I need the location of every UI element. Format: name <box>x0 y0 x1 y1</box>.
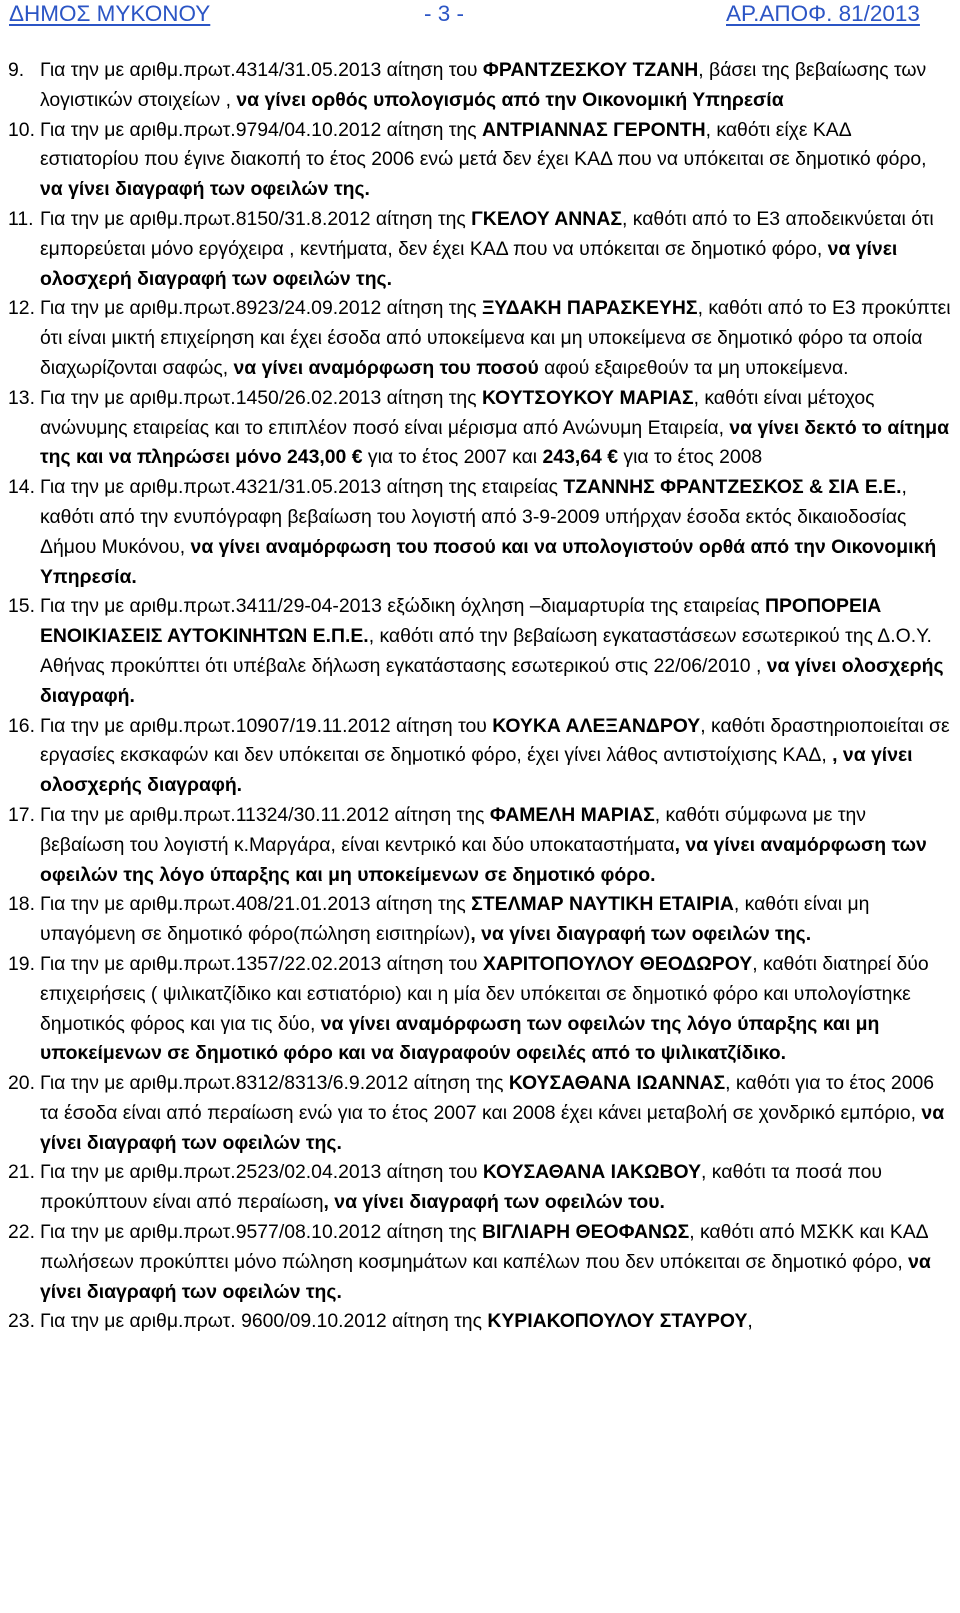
text-segment: Για την με αριθμ.πρωτ.3411/29-04-2013 εξώδικη όχληση –διαμαρτυρία της εταιρείας <box>40 595 765 618</box>
list-item <box>8 890 953 950</box>
bold-text-segment: ΚΥΡΙΑΚΟΠΟΥΛΟΥ ΣΤΑΥΡΟΥ <box>487 1310 748 1333</box>
list-item <box>8 950 953 1069</box>
bold-text-segment: ΠΡΟΠΟΡΕΙΑ ΕΝΟΙΚΙΑΣΕΙΣ ΑΥΤΟΚΙΝΗΤΩΝ Ε.Π.Ε. <box>40 595 882 648</box>
item-text <box>40 56 953 116</box>
bold-text-segment: να γίνει ολοσχερής διαγραφή. <box>40 654 944 707</box>
text-segment: Για την με αριθμ.πρωτ.408/21.01.2013 αίτηση της <box>40 893 472 916</box>
text-segment: , καθότι είναι μέτοχος ανώνυμης εταιρείας και το επιπλέον ποσό είναι μέρισμα από Ανώνυμη Εταιρεία, <box>40 386 875 439</box>
text-segment: , καθότι είναι μη υπαγόμενη σε δημοτικό φόρο(πώληση εισιτηρίων) <box>40 893 870 946</box>
item-text <box>40 116 953 205</box>
text-segment: , καθότι σύμφωνα με την βεβαίωση του λογιστή κ.Μαργάρα, είναι κεντρικό και δύο υποκαταστήματα <box>40 803 866 856</box>
item-text <box>40 384 953 473</box>
bold-text-segment: 243,64 € <box>542 446 618 469</box>
text-segment: , καθότι από το Ε3 προκύπτει ότι είναι μικτή επιχείρηση και έχει έσοδα από υποκείμενα και μη υποκείμενα σε δημοτικό φόρο τα οποία διαχωρίζονται σαφώς, <box>40 297 951 379</box>
text-segment: Για την με αριθμ.πρωτ.11324/30.11.2012 αίτηση της <box>40 803 490 826</box>
list-item <box>8 801 953 890</box>
text-segment: για το έτος 2007 και <box>362 446 543 469</box>
item-text <box>40 1158 953 1218</box>
text-segment: Για την με αριθμ.πρωτ.4314/31.05.2013 αίτηση του <box>40 59 483 81</box>
text-segment: , καθότι τα ποσά που προκύπτουν είναι από περαίωση <box>40 1161 883 1214</box>
list-item <box>8 1069 953 1158</box>
text-segment: , καθότι από ΜΣΚΚ και ΚΑΔ πωλήσεων προκύπτει μόνο πώληση κοσμημάτων και καπέλων που δεν υπόκειται σε δημοτικό φόρο, <box>40 1221 928 1273</box>
list-item <box>8 384 953 473</box>
item-text <box>40 712 953 801</box>
bold-text-segment: να γίνει διαγραφή των οφειλών της. <box>40 1250 931 1303</box>
text-segment: , καθότι από την βεβαίωση εγκαταστάσεων εσωτερικού της Δ.Ο.Υ. Αθήνας προκύπτει ότι υπέβαλε δήλωση εγκατάστασης εσωτερικού στις 22/06/2010 , <box>40 625 932 677</box>
list-item <box>8 1307 953 1337</box>
bold-text-segment: ΤΖΑΝΝΗΣ ΦΡΑΝΤΖΕΣΚΟΣ & ΣΙΑ Ε.Ε. <box>563 476 902 499</box>
text-segment: , <box>747 1310 753 1333</box>
bold-text-segment: να γίνει δεκτό το αίτημα της και να πληρώσει μόνο 243,00 € <box>40 416 949 469</box>
item-number: 13. <box>8 386 35 409</box>
bold-text-segment: να γίνει ορθός υπολογισμός από την Οικονομική Υπηρεσία <box>236 88 784 111</box>
item-number: 19. <box>8 952 35 975</box>
text-segment: Για την με αριθμ.πρωτ.9577/08.10.2012 αίτηση της <box>40 1221 482 1244</box>
item-text <box>40 1218 953 1307</box>
bold-text-segment: , να γίνει αναμόρφωση των οφειλών της λόγο ύπαρξης και μη υποκείμενων σε δημοτικό φόρο. <box>40 833 927 886</box>
item-number: 10. <box>8 118 35 141</box>
list-item <box>8 294 953 383</box>
bold-text-segment: , να γίνει διαγραφή των οφειλών της. <box>470 923 812 946</box>
item-number: 23. <box>8 1310 35 1333</box>
text-segment: Για την με αριθμ.πρωτ.8150/31.8.2012 αίτηση της <box>40 207 472 230</box>
page-number: - 3 - <box>424 1 465 26</box>
bold-text-segment: ΧΑΡΙΤΟΠΟΥΛΟΥ ΘΕΟΔΩΡΟΥ <box>482 952 753 975</box>
bold-text-segment: να γίνει αναμόρφωση του ποσού και να υπολογιστούν ορθά από την Οικονομική Υπηρεσία. <box>40 535 937 588</box>
decision-number: ΑΡ.ΑΠΟΦ. 81/2013 <box>726 1 920 26</box>
bold-text-segment: να γίνει αναμόρφωση των οφειλών της λόγο ύπαρξης και μη υποκείμενων σε δημοτικό φόρο και να διαγραφούν οφειλές από το ψιλικατζίδικο. <box>40 1012 880 1065</box>
item-text <box>40 1307 953 1337</box>
bold-text-segment: να γίνει ολοσχερή διαγραφή των οφειλών της. <box>40 237 898 290</box>
bold-text-segment: ΦΑΜΕΛΗ ΜΑΡΙΑΣ <box>489 803 655 826</box>
text-segment: αφού εξαιρεθούν τα μη υποκείμενα. <box>538 356 849 379</box>
item-text <box>40 592 953 711</box>
item-number: 11. <box>8 207 34 230</box>
item-text <box>40 950 953 1069</box>
text-segment: Για την με αριθμ.πρωτ.8312/8313/6.9.2012 αίτηση της <box>40 1072 509 1095</box>
item-text <box>40 801 953 890</box>
item-number: 18. <box>8 893 35 916</box>
item-number: 21. <box>8 1161 35 1184</box>
item-number: 15. <box>8 595 35 618</box>
list-item <box>8 712 953 801</box>
text-segment: , καθότι από το Ε3 αποδεικνύεται ότι εμπορεύεται μόνο εργόχειρα , κεντήματα, δεν έχει ΚΑΔ που να υπόκειται σε δημοτικό φόρο, <box>40 207 934 260</box>
bold-text-segment: να γίνει διαγραφή των οφειλών της. <box>40 1101 945 1154</box>
municipality-name: ΔΗΜΟΣ ΜΥΚΟΝΟΥ <box>9 1 211 26</box>
bold-text-segment: ΣΤΕΛΜΑΡ ΝΑΥΤΙΚΗ ΕΤΑΙΡΙΑ <box>471 893 734 916</box>
item-text <box>40 890 953 950</box>
item-text <box>40 205 953 294</box>
list-item <box>8 1218 953 1307</box>
text-segment: Για την με αριθμ.πρωτ.4321/31.05.2013 αίτηση της εταιρείας <box>40 476 564 499</box>
bold-text-segment: , να γίνει διαγραφή των οφειλών του. <box>323 1191 665 1214</box>
text-segment: , καθότι από την ενυπόγραφη βεβαίωση του λογιστή από 3-9-2009 υπήρχαν έσοδα εκτός δικαιοδοσίας Δήμου Μυκόνου, <box>40 476 907 558</box>
list-item <box>8 56 953 116</box>
text-segment: , καθότι είχε ΚΑΔ εστιατορίου που έγινε διακοπή το έτος 2006 ενώ μετά δεν έχει ΚΑΔ που να υπόκειται σε δημοτικό φόρο, <box>40 118 927 171</box>
bold-text-segment: ΑΝΤΡΙΑΝΝΑΣ ΓΕΡΟΝΤΗ <box>481 118 706 141</box>
item-text <box>40 294 953 383</box>
item-number: 20. <box>8 1072 35 1095</box>
list-item <box>8 473 953 592</box>
item-text <box>40 1069 953 1158</box>
item-number: 22. <box>8 1221 35 1244</box>
list-item <box>8 1158 953 1218</box>
bold-text-segment: ΚΟΥΣΑΘΑΝΑ ΙΩΑΝΝΑΣ <box>508 1072 726 1095</box>
bold-text-segment: , να γίνει ολοσχερής διαγραφή. <box>40 744 913 797</box>
text-segment: Για την με αριθμ.πρωτ.10907/19.11.2012 αίτηση του <box>40 714 493 737</box>
bold-text-segment: να γίνει διαγραφή των οφειλών της. <box>40 178 370 201</box>
text-segment: για το έτος 2008 <box>617 446 763 469</box>
text-segment: , καθότι διατηρεί δύο επιχειρήσεις ( ψιλικατζίδικο και εστιατόριο) και η μία δεν υπόκειται σε δημοτικό φόρο και υπολογίστηκε δημοτικός φόρος και για τις δύο, <box>40 952 929 1035</box>
text-segment: Για την με αριθμ.πρωτ. 9600/09.10.2012 αίτηση της <box>40 1310 488 1333</box>
text-segment: Για την με αριθμ.πρωτ.2523/02.04.2013 αίτηση του <box>40 1161 483 1184</box>
item-text <box>40 473 953 592</box>
bold-text-segment: ΞΥΔΑΚΗ ΠΑΡΑΣΚΕΥΗΣ <box>481 297 698 320</box>
bold-text-segment: να γίνει αναμόρφωση του ποσού <box>233 356 539 379</box>
bold-text-segment: ΦΡΑΝΤΖΕΣΚΟΥ ΤΖΑΝΗ <box>482 59 699 81</box>
text-segment: , καθότι για το έτος 2006 τα έσοδα είναι από περαίωση ενώ για το έτος 2007 και 2008 έχει κάνει μεταβολή σε χονδρικό εμπόριο, <box>40 1072 935 1124</box>
page-header <box>0 0 960 30</box>
text-segment: , βάσει της βεβαίωσης των λογιστικών στοιχείων , <box>40 59 927 111</box>
bold-text-segment: ΚΟΥΚΑ ΑΛΕΞΑΝΔΡΟΥ <box>492 714 701 737</box>
text-segment: Για την με αριθμ.πρωτ.9794/04.10.2012 αίτηση της <box>40 118 482 141</box>
bold-text-segment: ΚΟΥΤΣΟΥΚΟΥ ΜΑΡΙΑΣ <box>481 386 694 409</box>
list-item <box>8 592 953 711</box>
text-segment: Για την με αριθμ.πρωτ.1357/22.02.2013 αίτηση του <box>40 952 483 975</box>
bold-text-segment: ΒΙΓΛΙΑΡΗ ΘΕΟΦΑΝΩΣ <box>481 1221 690 1244</box>
list-item <box>8 116 953 205</box>
text-segment: , καθότι δραστηριοποιείται σε εργασίες εκσκαφών και δεν υπόκειται σε δημοτικό φόρο, έχει γίνει λάθος αντιστοίχισης ΚΑΔ, <box>40 714 950 767</box>
text-segment: Για την με αριθμ.πρωτ.8923/24.09.2012 αίτηση της <box>40 297 482 320</box>
item-number: 9. <box>8 59 25 81</box>
item-number: 14. <box>8 476 35 499</box>
list-item <box>8 205 953 294</box>
bold-text-segment: ΓΚΕΛΟΥ ΑΝΝΑΣ <box>471 207 622 230</box>
decision-items-list <box>8 56 953 1337</box>
item-number: 16. <box>8 714 35 737</box>
bold-text-segment: ΚΟΥΣΑΘΑΝΑ ΙΑΚΩΒΟΥ <box>482 1161 702 1184</box>
item-number: 12. <box>8 297 35 320</box>
item-number: 17. <box>8 803 35 826</box>
text-segment: Για την με αριθμ.πρωτ.1450/26.02.2013 αίτηση της <box>40 386 482 409</box>
